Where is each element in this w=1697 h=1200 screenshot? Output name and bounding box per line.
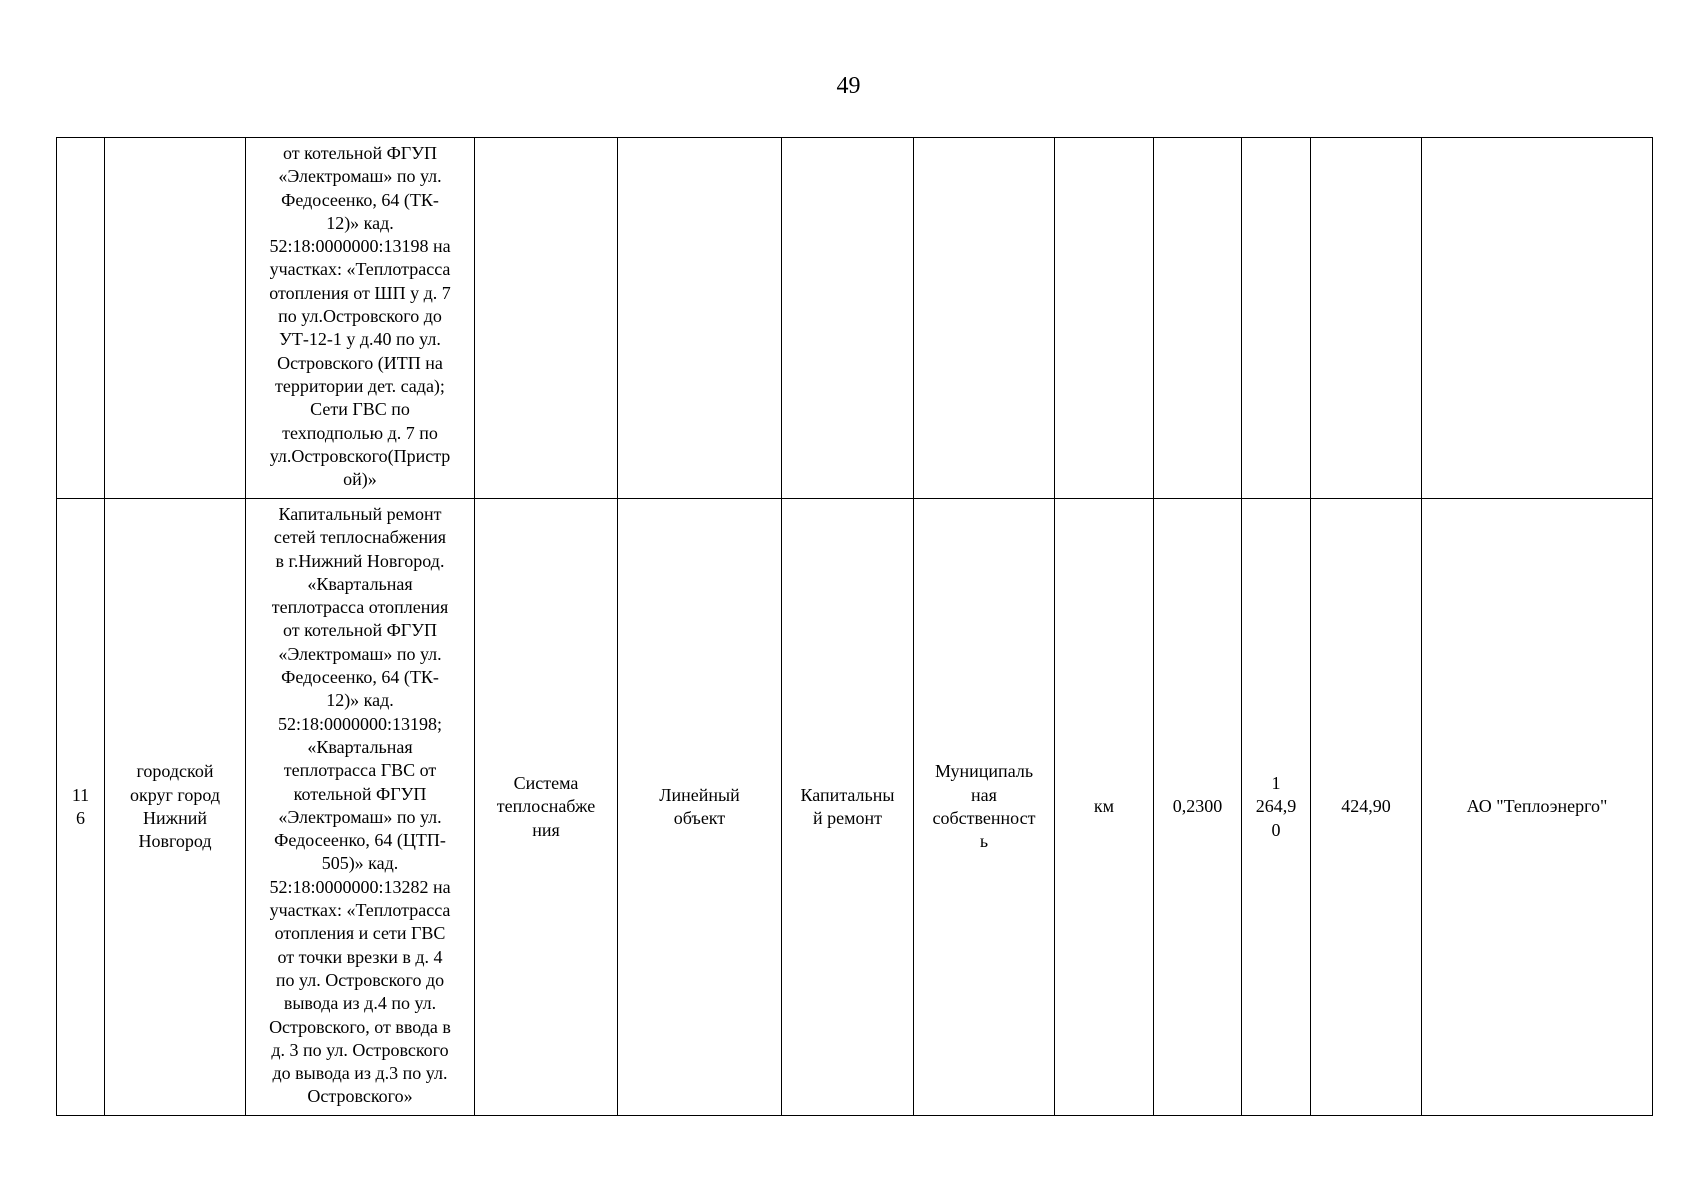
- cell-text-line: Федосеенко, 64 (ТК-: [281, 189, 439, 210]
- cell-text-line: «Электромаш» по ул.: [278, 806, 442, 827]
- cell-text-line: Линейный: [659, 784, 740, 805]
- organization-cell: [1422, 138, 1653, 499]
- table-body: [57, 138, 1653, 1116]
- cell-text-line: в г.Нижний Новгород.: [275, 550, 445, 571]
- cell-text-line: Капитальный ремонт: [278, 504, 442, 524]
- work-type-cell: [782, 499, 914, 1116]
- cell-text-line: котельной ФГУП: [293, 783, 427, 804]
- cell-text-line: по ул.Островского до: [278, 306, 442, 327]
- length-cell: 0,2300: [1154, 499, 1242, 1116]
- system-cell: [475, 499, 618, 1116]
- unit-cell: [1055, 138, 1154, 499]
- object-type-cell: [618, 138, 782, 499]
- work-type-cell: [782, 138, 914, 499]
- cell-text-line: 505)» кад.: [321, 853, 399, 874]
- cell-text-line: д. 3 по ул. Островского: [271, 1039, 449, 1060]
- cell-text-line: ь: [979, 831, 989, 852]
- object-description-cell: [246, 138, 475, 499]
- cell-text-line: 52:18:0000000:13198 на: [269, 236, 451, 257]
- table-row: [57, 499, 1653, 1116]
- cell-text-line: объект: [673, 808, 726, 828]
- cell-text-line: до вывода из д.3 по ул.: [272, 1063, 448, 1084]
- cell-text-line: по ул. Островского до: [275, 969, 445, 990]
- cell-text-line: 12)» кад.: [326, 212, 394, 233]
- cell-text-line: «Электромаш» по ул.: [278, 166, 442, 187]
- cell-text-line: ул.Островского(Пристр: [269, 445, 451, 466]
- cell-text-line: 1: [1271, 773, 1281, 794]
- cell-text-line: Новгород: [138, 831, 212, 852]
- cell-text-line: Островского»: [307, 1086, 413, 1107]
- unit-cell: км: [1055, 499, 1154, 1116]
- cell-text-line: теплотрасса отопления: [271, 597, 449, 618]
- cell-text-line: участках: «Теплотрасса: [269, 900, 451, 921]
- cell-text-line: Островского (ИТП на: [277, 352, 443, 373]
- cell-text-line: Капитальны: [800, 784, 895, 805]
- organization-cell: АО "Теплоэнерго": [1422, 499, 1653, 1116]
- cell-text-line: 6: [76, 808, 85, 828]
- table-row: [57, 138, 1653, 499]
- cell-text-line: «Квартальная: [307, 573, 413, 594]
- cell-text-line: территории дет. сада);: [275, 375, 445, 396]
- ownership-cell: [914, 499, 1055, 1116]
- value1-cell: [1242, 499, 1311, 1116]
- cell-text-line: от котельной ФГУП: [283, 620, 437, 641]
- cell-text-line: Федосеенко, 64 (ЦТП-: [274, 830, 446, 851]
- municipality-cell: [105, 499, 246, 1116]
- cell-text-line: округ город: [130, 784, 220, 805]
- cell-text-line: 12)» кад.: [326, 690, 394, 711]
- cell-text-line: теплотрасса ГВС от: [283, 760, 437, 781]
- cell-text-line: отопления от ШП у д. 7: [269, 282, 451, 303]
- object-description-cell: [246, 499, 475, 1116]
- cell-text-line: городской: [136, 761, 214, 782]
- data-table: [56, 137, 1653, 1116]
- value1-cell: [1242, 138, 1311, 499]
- cell-text-line: Система: [513, 773, 579, 794]
- cell-text-line: 264,9: [1255, 796, 1297, 817]
- cell-text-line: ная: [971, 784, 997, 805]
- municipality-cell: [105, 138, 246, 499]
- cell-text-line: УТ-12-1 у д.40 по ул.: [279, 329, 441, 350]
- cell-text-line: собственност: [932, 808, 1036, 828]
- cell-text-line: от котельной ФГУП: [283, 143, 437, 163]
- cell-text-line: Островского, от ввода в: [269, 1016, 451, 1037]
- cell-text-line: 52:18:0000000:13282 на: [269, 876, 451, 897]
- cell-text-line: 52:18:0000000:13198;: [277, 713, 442, 734]
- cell-text-line: 11: [71, 784, 90, 805]
- system-cell: [475, 138, 618, 499]
- cell-text-line: й ремонт: [812, 808, 882, 828]
- object-type-cell: [618, 499, 782, 1116]
- cell-text-line: «Электромаш» по ул.: [278, 643, 442, 664]
- cell-text-line: техподполью д. 7 по: [282, 422, 438, 443]
- cell-text-line: 0: [1271, 819, 1281, 840]
- cell-text-line: «Квартальная: [307, 736, 413, 757]
- cell-text-line: Муниципаль: [934, 761, 1034, 782]
- cell-text-line: Сети ГВС по: [310, 399, 410, 420]
- cell-text-line: ния: [532, 819, 560, 840]
- cell-text-line: Нижний: [143, 808, 207, 828]
- cell-text-line: вывода из д.4 по ул.: [283, 993, 437, 1014]
- row-number-cell: [57, 499, 105, 1116]
- cell-text-line: от точки врезки в д. 4: [277, 946, 443, 967]
- ownership-cell: [914, 138, 1055, 499]
- cell-text-line: ой)»: [343, 469, 377, 490]
- length-cell: [1154, 138, 1242, 499]
- value2-cell: [1311, 138, 1422, 499]
- page-number: 49: [836, 73, 861, 99]
- cell-text-line: теплоснабже: [496, 796, 596, 817]
- cell-text-line: Федосеенко, 64 (ТК-: [281, 667, 439, 688]
- value2-cell: 424,90: [1311, 499, 1422, 1116]
- cell-text-line: сетей теплоснабжения: [273, 527, 447, 548]
- cell-text-line: участках: «Теплотрасса: [269, 259, 451, 280]
- cell-text-line: отопления и сети ГВС: [274, 923, 446, 944]
- row-number-cell: [57, 138, 105, 499]
